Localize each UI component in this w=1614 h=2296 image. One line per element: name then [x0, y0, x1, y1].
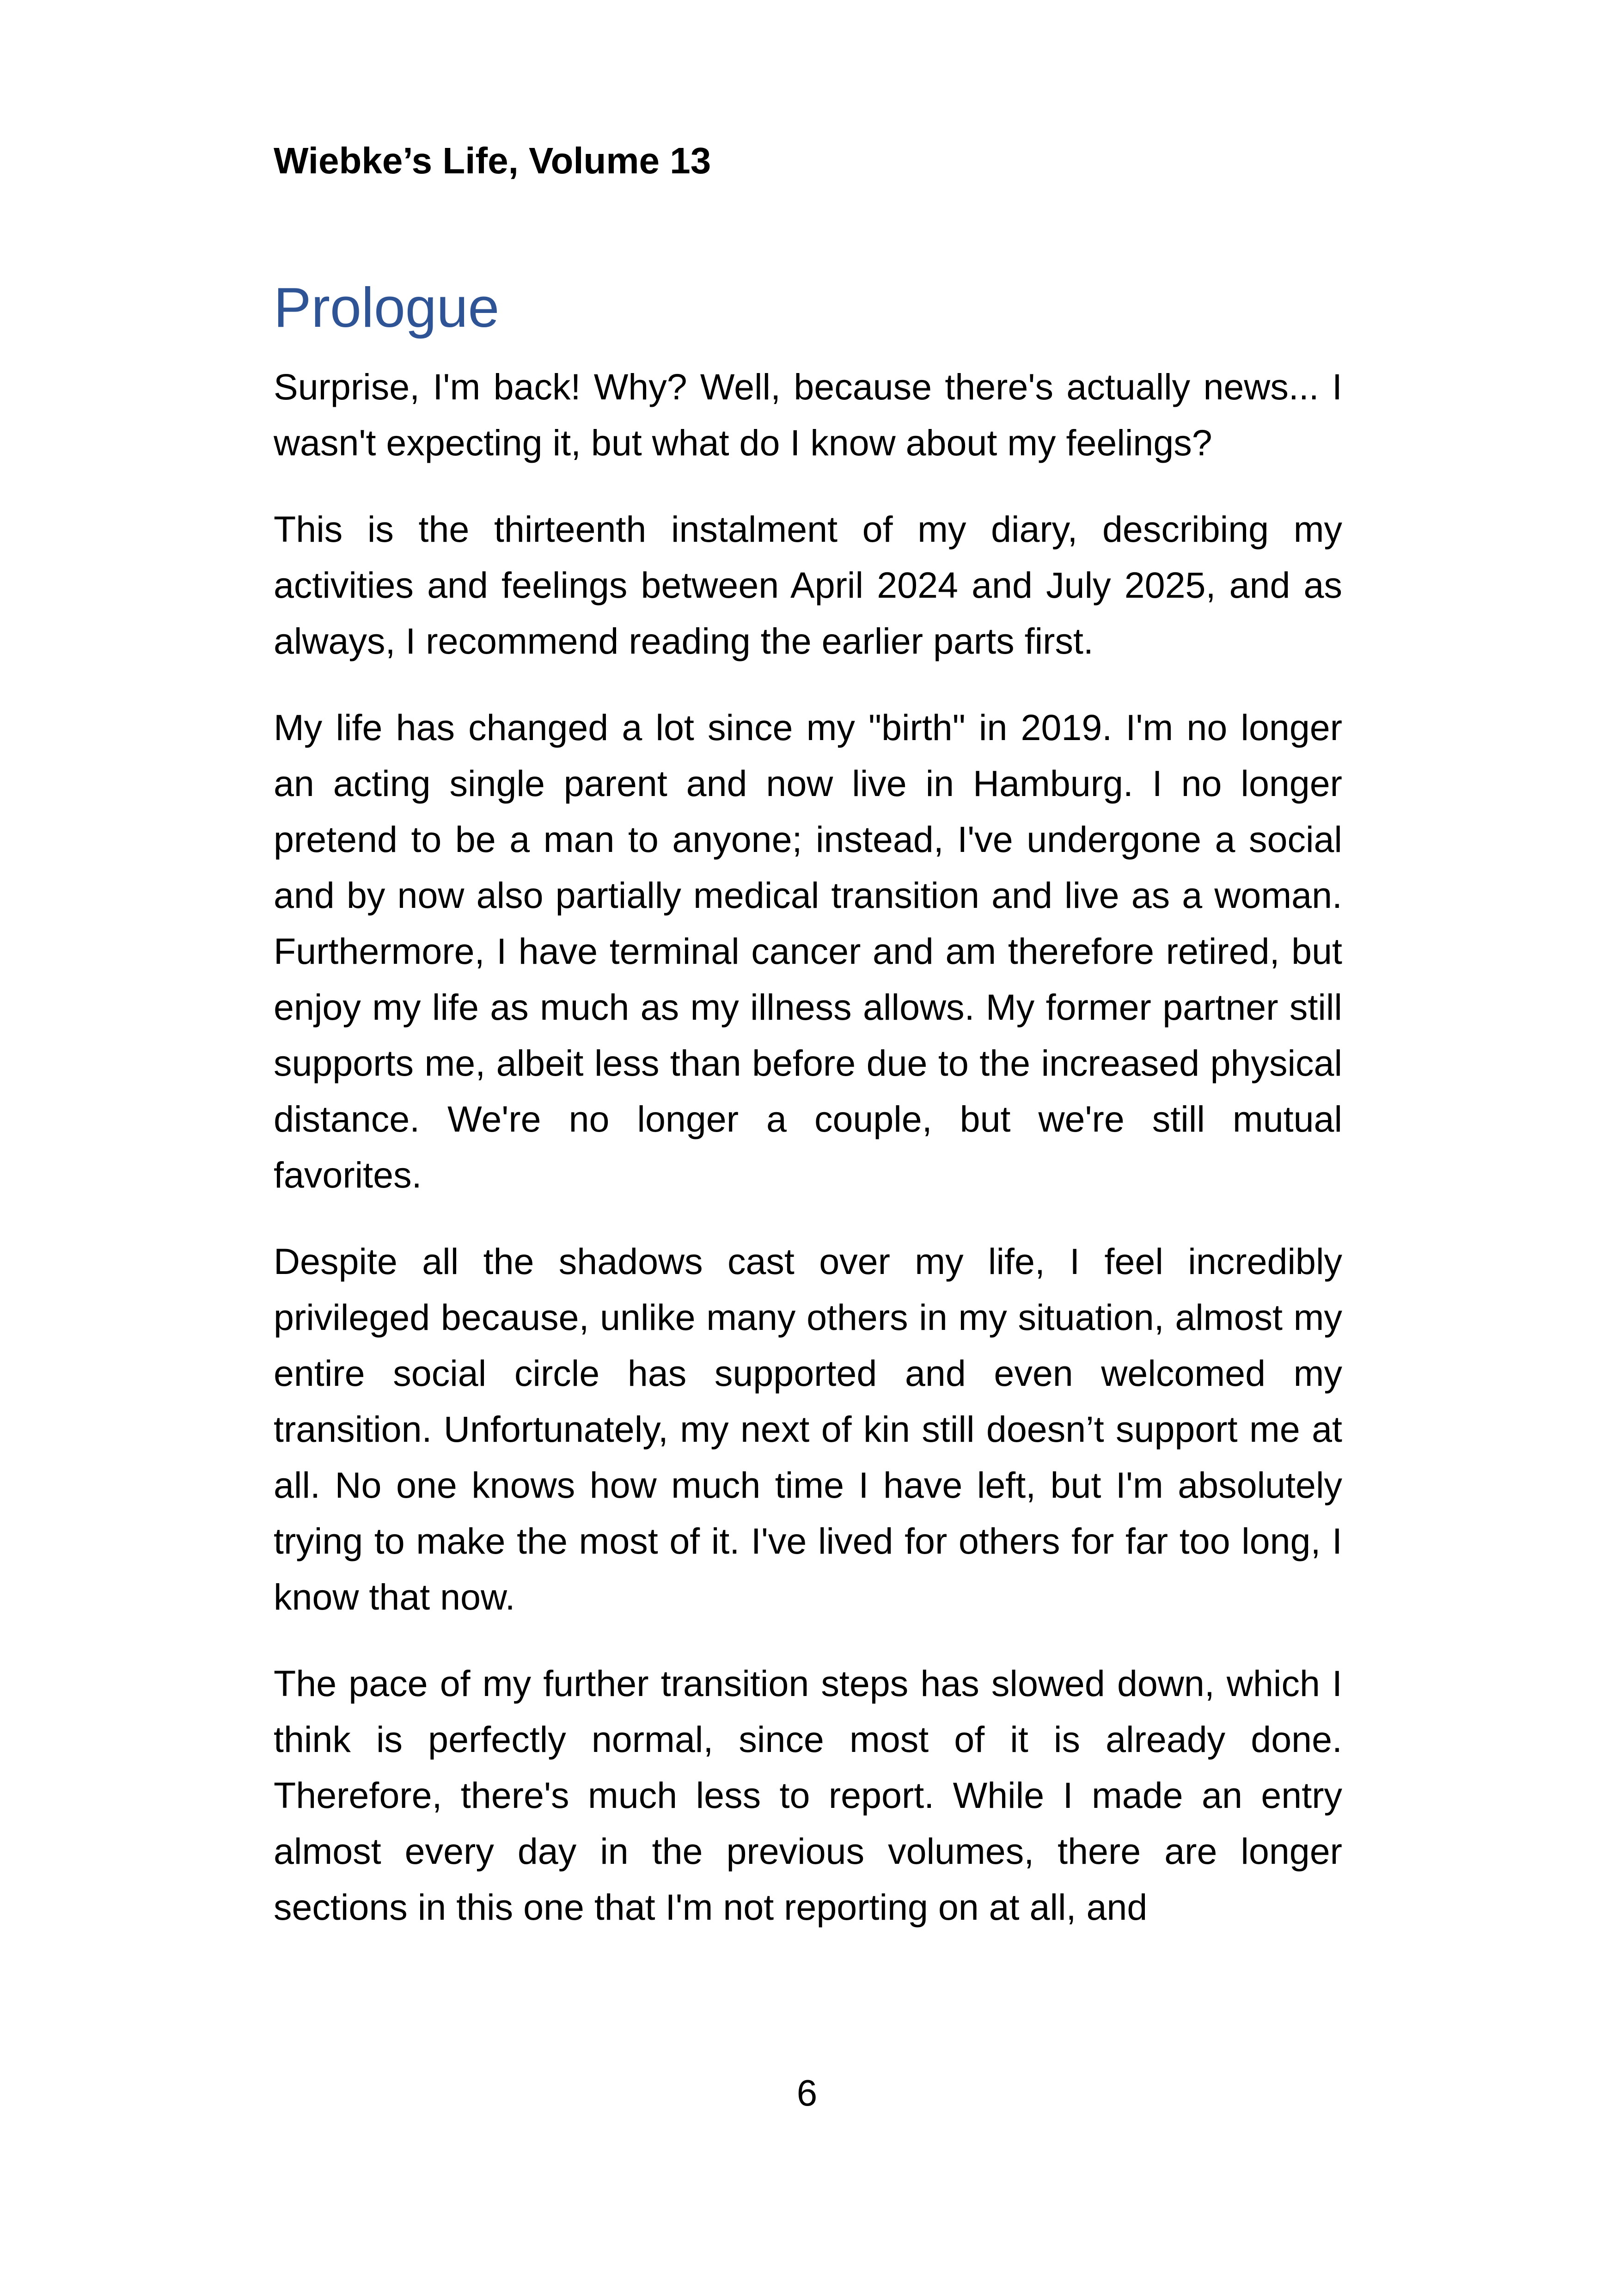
paragraph: Surprise, I'm back! Why? Well, because there's actually news... I wasn't expecting it, but what do I know about my feelings? — [274, 366, 1342, 463]
paragraph: This is the thirteenth instalment of my diary, describing my activities and feelings between April 2024 and July 2025, and as always, I recommend reading the earlier parts first. — [274, 508, 1342, 661]
paragraph: Despite all the shadows cast over my life, I feel incredibly privileged because, unlike many others in my situation, almost my entire social circle has supported and even welcomed my transition. Unfortunately, my next of kin still doesn’t support me at all. No one knows how much time I have left, but I'm absolutely trying to make the most of it. I've lived for others for far too long, I know that now. — [274, 1241, 1342, 1617]
paragraph: The pace of my further transition steps has slowed down, which I think is perfectly normal, since most of it is already done. Therefore, there's much less to report. While I made an entry almost every day in the previous volumes, there are longer sections in this one that I'm not reporting on at all, and — [274, 1663, 1342, 1928]
page-number: 6 — [796, 2072, 818, 2113]
body-text — [274, 359, 1342, 1965]
running-header: Wiebke’s Life, Volume 13 — [274, 140, 711, 181]
chapter-title: Prologue — [274, 276, 500, 339]
paragraph: My life has changed a lot since my "birth" in 2019. I'm no longer an acting single parent and now live in Hamburg. I no longer pretend to be a man to anyone; instead, I've undergone a social and by now also partially medical transition and live as a woman. Furthermore, I have terminal cancer and am therefore retired, but enjoy my life as much as my illness allows. My former partner still supports me, albeit less than before due to the increased physical distance. We're no longer a couple, but we're still mutual favorites. — [274, 707, 1342, 1195]
